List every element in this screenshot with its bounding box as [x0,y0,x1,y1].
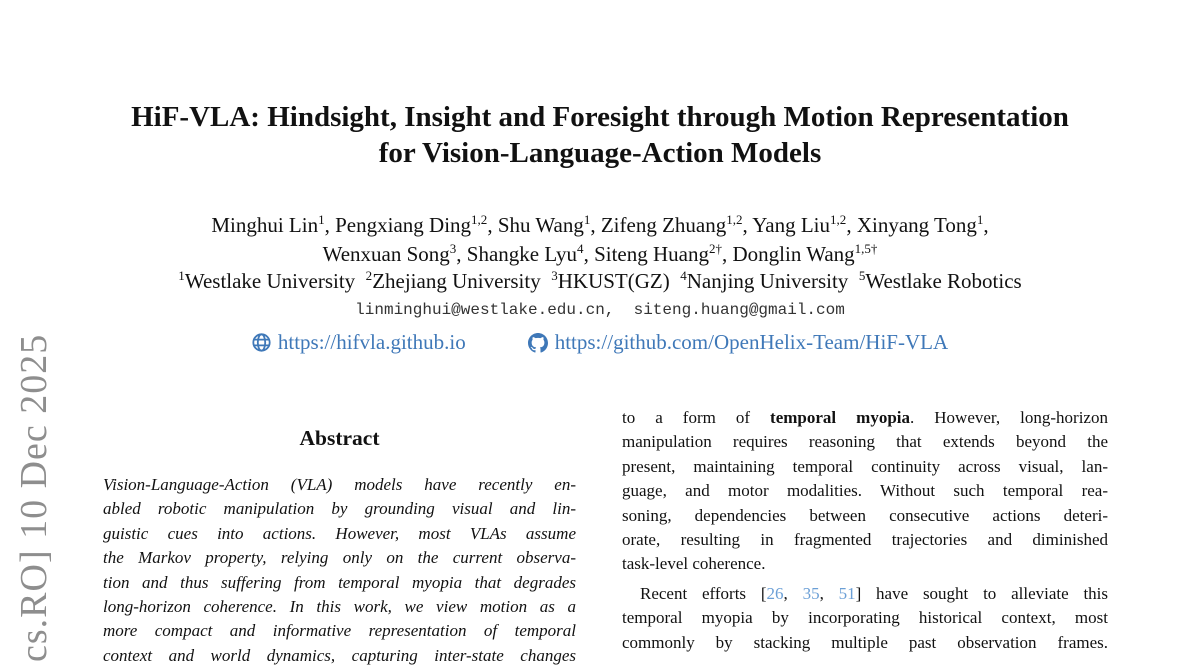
text-line: present, maintaining temporal continuity across visual, lan- [622,456,1108,476]
paragraph [622,582,1108,655]
text-line: abled robotic manipulation by grounding visual and lin- [103,499,576,519]
text-line: to a form of temporal myopia. However, long-horizon [622,408,1108,427]
text-line: guage, and motor modalities. Without such temporal rea- [622,481,1108,501]
author-line1: Minghui Lin$^1$, Pengxiang Ding$^{1,2}$, Shu Wang$^1$, Zifeng Zhuang$^{1,2}$, Yang Liu$^{1,2}$, Xinyang Tong$^1$, [211,212,989,237]
github-link-text[interactable]: https://github.com/OpenHelix-Team/HiF-VLA [554,330,949,354]
text-line: Vision-Language-Action (VLA) models have recently en- [103,475,576,494]
arxiv-stamp: cs.RO] 10 Dec 2025 [13,333,55,662]
abstract-heading: Abstract [299,426,380,450]
paragraph [622,406,1108,577]
text-line: soning, dependencies between consecutive actions deteri- [622,505,1108,525]
right-column [622,406,1108,655]
github-icon [528,333,548,353]
paper-title-line1: HiF-VLA: Hindsight, Insight and Foresight through Motion Representation [131,101,1069,133]
author-list [0,211,1200,268]
text-line: manipulation requires reasoning that extends beyond the [622,432,1108,452]
text-line: temporal myopia by incorporating historical context, most [622,608,1108,628]
text-line: Recent efforts [26, 35, 51] have sought to alleviate this [640,583,1109,603]
project-link-text[interactable]: https://hifvla.github.io [277,330,466,354]
github-link[interactable] [528,330,948,355]
text-line: tion and thus suffering from temporal myopia that degrades [103,572,576,592]
text-line: guistic cues into actions. However, most VLAs assume [103,523,576,543]
author-emails: linminghui@westlake.edu.cn, siteng.huang@gmail.com [355,301,845,319]
paper-title [0,100,1200,171]
text-line: more compact and informative representation of temporal [103,621,576,641]
affiliations: $^1$Westlake University $^2$Zhejiang University $^3$HKUST(GZ) $^4$Nanjing University $^5$Westlake Robotics [178,268,1022,293]
text-line: context and world dynamics, capturing inter-state changes [103,645,576,665]
project-link[interactable] [252,330,466,355]
text-line: the Markov property, relying only on the current observa- [103,548,576,568]
author-line2: Wenxuan Song$^3$, Shangke Lyu$^4$, Siteng Huang$^{2\dagger}$, Donglin Wang$^{1,5\dagger}$ [322,240,878,266]
links-row [0,330,1200,355]
globe-icon [252,333,271,352]
left-column [103,425,576,668]
text-line: task-level coherence. [622,554,766,574]
text-line: commonly by stacking multiple past observation frames. [622,632,1108,652]
paper-title-line2: for Vision-Language-Action Models [378,136,822,169]
text-line: long-horizon coherence. In this work, we view motion as a [103,597,576,617]
abstract-text [103,473,576,668]
text-line: orate, resulting in fragmented trajectories and diminished [622,530,1108,550]
